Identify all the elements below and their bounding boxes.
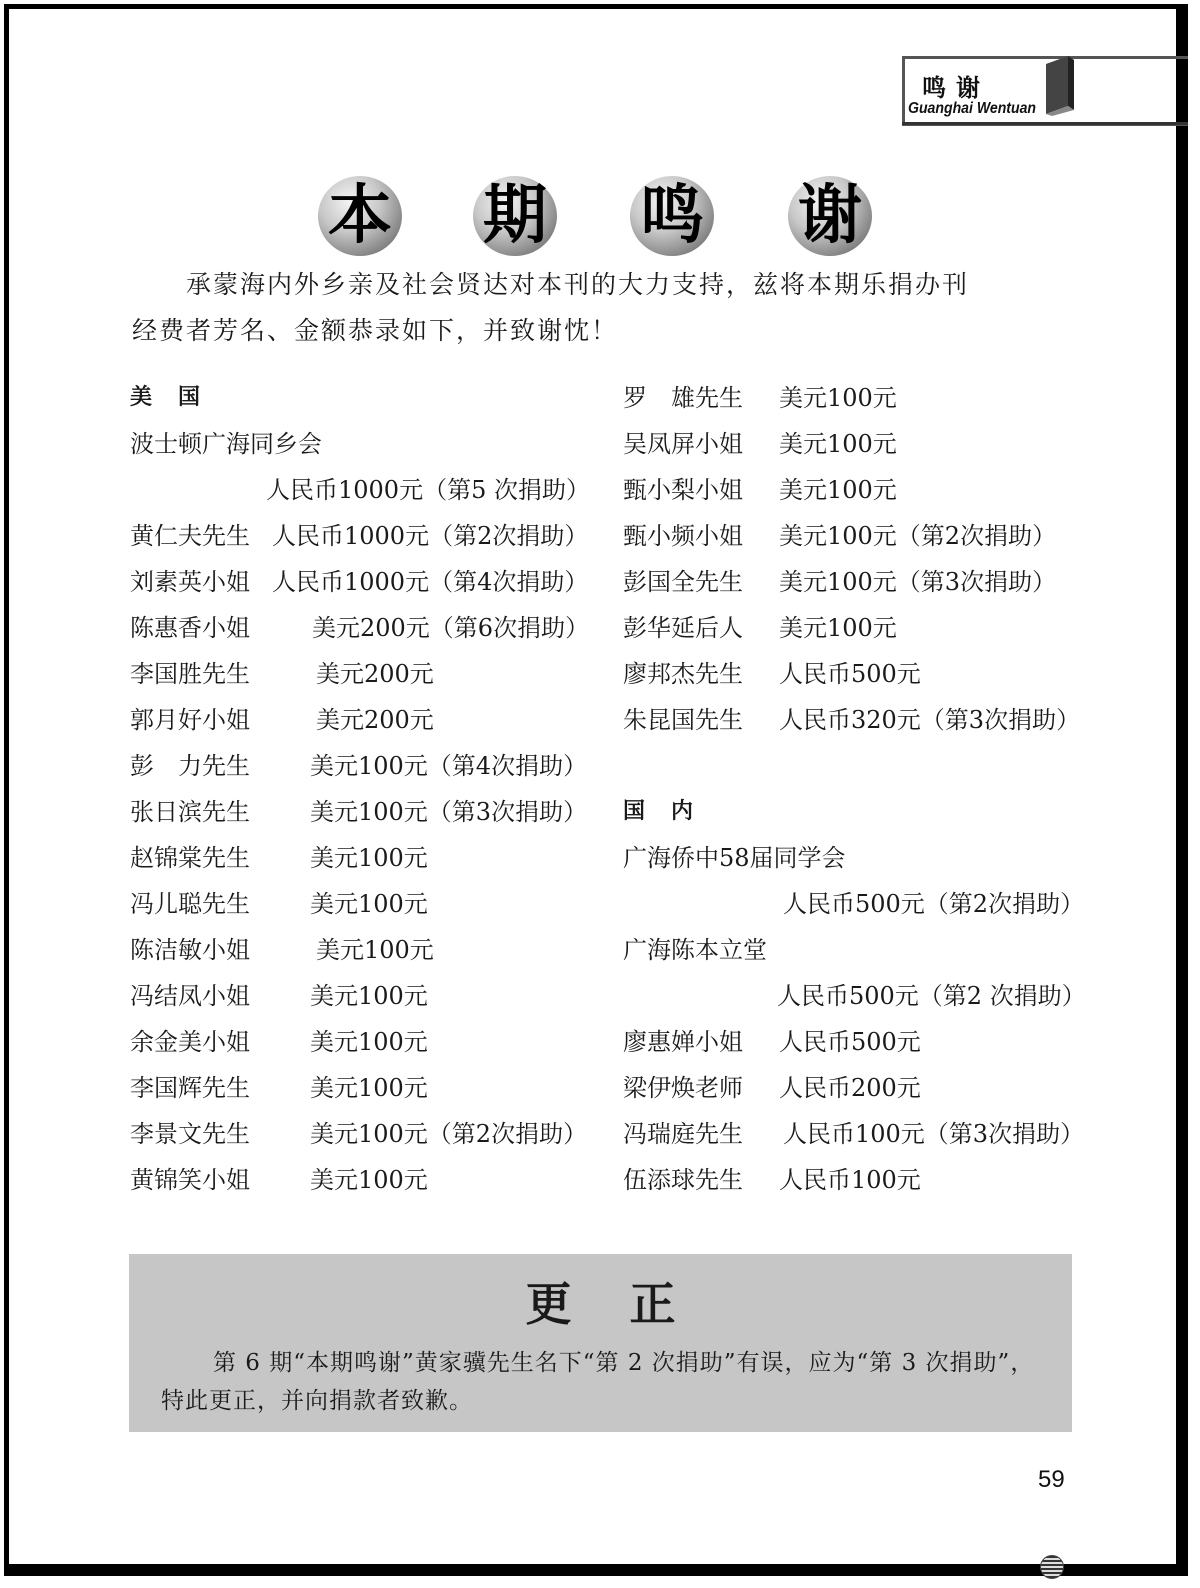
correction-box — [129, 1254, 1072, 1432]
donor-amount: 美元200元 — [316, 660, 434, 688]
donor-amount: 美元100元 — [310, 1166, 428, 1194]
donor-name: 冯瑞庭先生 — [623, 1120, 743, 1148]
donor-amount: 人民币500元 — [779, 660, 921, 688]
running-header-rule — [902, 122, 1188, 125]
donor-amount: 人民币500元（第2 次捐助） — [777, 982, 1086, 1010]
donor-amount: 美元100元 — [779, 384, 897, 412]
donor-name: 冯结凤小姐 — [130, 982, 250, 1010]
donor-name: 陈惠香小姐 — [130, 614, 250, 642]
donor-name: 波士顿广海同乡会 — [130, 430, 322, 458]
donor-name: 廖邦杰先生 — [623, 660, 743, 688]
watermark-logo — [1040, 1555, 1184, 1579]
donor-name: 广海陈本立堂 — [623, 936, 767, 964]
section-heading-domestic: 国内 — [623, 799, 720, 824]
correction-text — [161, 1344, 1051, 1420]
donor-amount: 美元100元 — [310, 982, 428, 1010]
donor-amount: 美元100元 — [779, 430, 897, 458]
page-title — [318, 176, 893, 256]
donor-amount: 人民币1000元（第5 次捐助） — [266, 476, 590, 504]
donor-name: 梁伊焕老师 — [623, 1074, 743, 1102]
donor-amount: 美元100元 — [310, 844, 428, 872]
donor-name: 彭华延后人 — [623, 614, 743, 642]
donor-amount: 美元100元 — [310, 1028, 428, 1056]
donor-name: 刘素英小姐 — [130, 568, 250, 596]
title-char-2: 期 — [473, 176, 557, 256]
donor-amount: 人民币320元（第3次捐助） — [779, 706, 1081, 734]
donor-amount: 美元100元（第2次捐助） — [779, 522, 1057, 550]
donor-amount: 美元100元（第2次捐助） — [310, 1120, 588, 1148]
globe-icon — [1040, 1555, 1064, 1579]
donor-amount: 美元200元（第6次捐助） — [312, 614, 590, 642]
page-number: 59 — [1038, 1466, 1065, 1493]
donor-name: 余金美小姐 — [130, 1028, 250, 1056]
donor-amount: 人民币100元（第3次捐助） — [783, 1120, 1085, 1148]
donor-name: 吴凤屏小姐 — [623, 430, 743, 458]
donor-amount: 美元100元 — [310, 890, 428, 918]
donor-name: 李国胜先生 — [130, 660, 250, 688]
running-header-publication: Guanghai Wentuan — [908, 100, 1037, 117]
donor-amount: 人民币200元 — [779, 1074, 921, 1102]
running-header-section: 鸣谢 — [922, 74, 990, 102]
donor-name: 朱昆国先生 — [623, 706, 743, 734]
donor-name: 张日滨先生 — [130, 798, 250, 826]
intro-line-2: 经费者芳名、金额恭录如下，并致谢忱！ — [132, 316, 619, 345]
watermark-text — [1068, 1562, 1074, 1573]
donor-amount: 美元100元 — [316, 936, 434, 964]
donor-amount: 美元100元（第3次捐助） — [310, 798, 588, 826]
intro-line-1: 承蒙海内外乡亲及社会贤达对本刊的大力支持，兹将本期乐捐办刊 — [186, 270, 970, 299]
donor-name: 郭月好小姐 — [130, 706, 250, 734]
donor-amount: 人民币500元（第2次捐助） — [783, 890, 1085, 918]
donor-amount: 美元200元 — [316, 706, 434, 734]
donor-amount: 人民币1000元（第4次捐助） — [272, 568, 589, 596]
donor-amount: 美元100元（第3次捐助） — [779, 568, 1057, 596]
title-char-1: 本 — [318, 176, 402, 256]
donor-name: 伍添球先生 — [623, 1166, 743, 1194]
correction-line-2: 特此更正，并向捐款者致歉。 — [161, 1388, 473, 1414]
donor-name: 赵锦棠先生 — [130, 844, 250, 872]
donor-name: 彭国全先生 — [623, 568, 743, 596]
donor-name: 廖惠婵小姐 — [623, 1028, 743, 1056]
donor-name: 甄小梨小姐 — [623, 476, 743, 504]
donor-amount: 美元100元（第4次捐助） — [310, 752, 588, 780]
donor-name: 冯儿聪先生 — [130, 890, 250, 918]
donor-amount: 人民币100元 — [779, 1166, 921, 1194]
donor-name: 李国辉先生 — [130, 1074, 250, 1102]
donor-amount: 美元100元 — [779, 476, 897, 504]
donor-amount: 美元100元 — [779, 614, 897, 642]
section-heading-usa: 美国 — [130, 385, 227, 410]
book-icon — [1046, 56, 1076, 116]
correction-line-1: 第 6 期“本期鸣谢”黄家骥先生名下“第 2 次捐助”有误，应为“第 3 次捐助”， — [213, 1350, 1035, 1376]
donor-name: 黄锦笑小姐 — [130, 1166, 250, 1194]
donor-name: 彭 力先生 — [130, 752, 250, 780]
title-char-3: 鸣 — [630, 176, 714, 256]
donor-amount: 人民币1000元（第2次捐助） — [272, 522, 589, 550]
donor-amount: 美元100元 — [310, 1074, 428, 1102]
title-char-4: 谢 — [788, 176, 872, 256]
donor-name: 陈洁敏小姐 — [130, 936, 250, 964]
donor-name: 广海侨中58届同学会 — [623, 844, 846, 872]
intro-paragraph — [132, 262, 1072, 354]
donor-name: 李景文先生 — [130, 1120, 250, 1148]
donor-amount: 人民币500元 — [779, 1028, 921, 1056]
correction-title: 更正 — [525, 1277, 734, 1331]
donor-name: 罗 雄先生 — [623, 384, 743, 412]
donor-name: 甄小频小姐 — [623, 522, 743, 550]
donor-name: 黄仁夫先生 — [130, 522, 250, 550]
